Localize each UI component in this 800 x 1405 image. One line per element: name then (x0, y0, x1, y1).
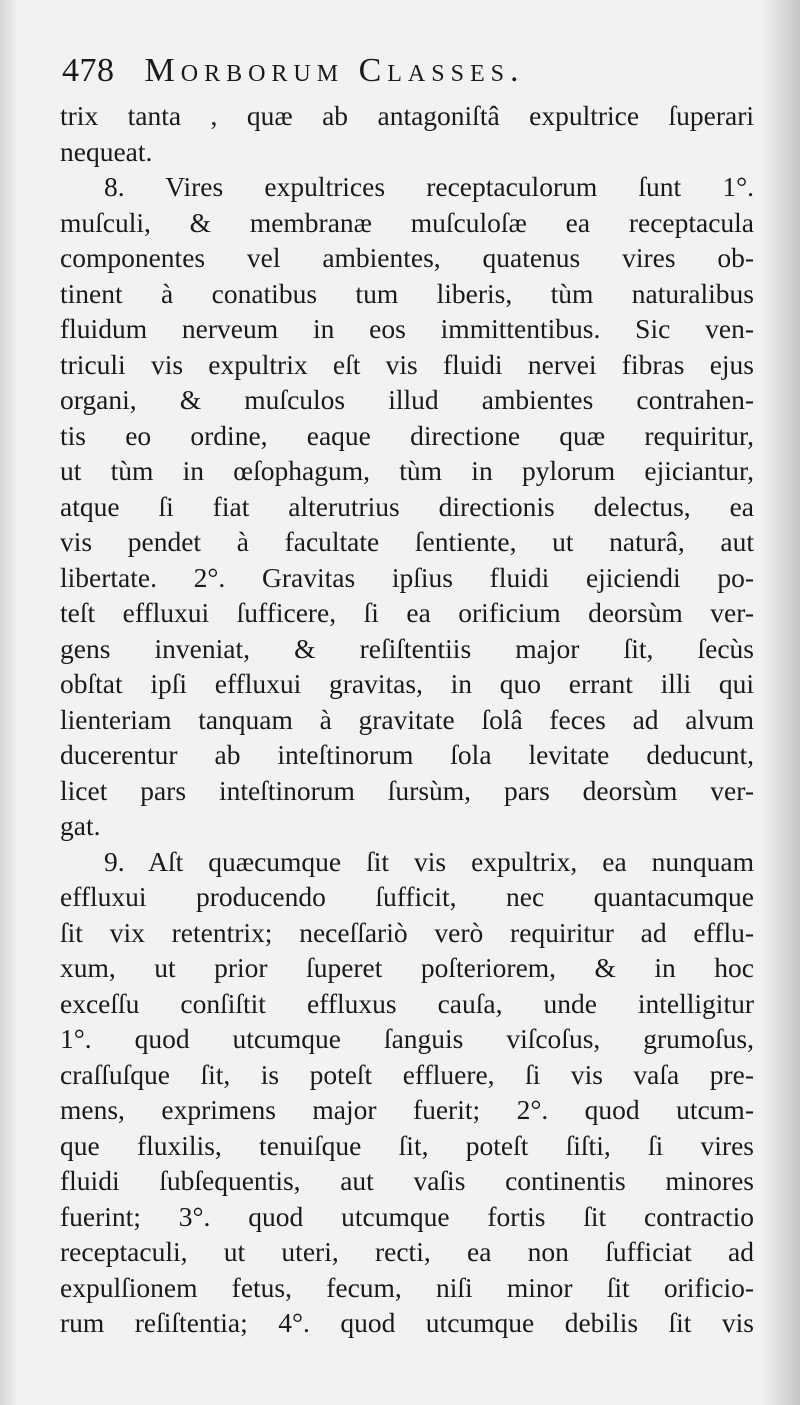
text-line: 1°. quod utcumque ſanguis viſcoſus, grumoſus, (60, 1023, 754, 1054)
text-line: obſtat ipſi effluxui gravitas, in quo errant illi qui (60, 668, 754, 699)
text-line: gens inveniat, & reſiſtentiis major ſit, ſecùs (60, 632, 754, 664)
text-line: licet pars inteſtinorum ſursùm, pars deorsùm ver- (60, 774, 754, 806)
text-line: tinent à conatibus tum liberis, tùm naturalibus (60, 277, 754, 309)
text-line: fuerint; 3°. quod utcumque fortis ſit contractio (60, 1200, 754, 1232)
text-line: rum reſiſtentia; 4°. quod utcumque debilis ſit vis (60, 1307, 754, 1338)
text-line: expulſionem fetus, fecum, niſi minor ſit orificio- (60, 1271, 754, 1303)
text-line: trix tanta , quæ ab antagoniſtâ expultrice ſuperari (60, 100, 754, 131)
text-line: ducerentur ab inteſtinorum ſola levitate deducunt, (60, 739, 754, 770)
text-line: vis pendet à facultate ſentiente, ut naturâ, aut (60, 526, 754, 557)
text-line: fluidum nerveum in eos immittentibus. Sic ven- (60, 313, 754, 344)
text-line: gat. (60, 810, 101, 841)
text-line: mens, exprimens major fuerit; 2°. quod utcum- (60, 1094, 754, 1125)
text-line: teſt effluxui ſufficere, ſi ea orificium deorsùm ver- (60, 597, 754, 628)
text-line: lienteriam tanquam à gravitate ſolâ feces ad alvum (60, 703, 754, 735)
text-line: exceſſu conſiſtit effluxus cauſa, unde intelligitur (60, 987, 754, 1019)
paragraph-start-line: 9. Aſt quæcumque ſit vis expultrix, ea nunquam (104, 845, 754, 877)
text-line: muſculi, & membranæ muſculoſæ ea receptacula (60, 206, 754, 238)
text-line: tis eo ordine, eaque directione quæ requiritur, (60, 419, 754, 451)
text-line: effluxui producendo ſufficit, nec quantacumque (60, 881, 754, 912)
text-line: ut tùm in œſophagum, tùm in pylorum ejiciantur, (60, 455, 754, 486)
running-title: Morborum Classes. (144, 52, 525, 89)
text-line: libertate. 2°. Gravitas ipſius fluidi ejiciendi po- (60, 561, 754, 593)
text-line: fluidi ſubſequentis, aut vaſis continentis minores (60, 1165, 754, 1196)
text-line: nequeat. (60, 135, 153, 167)
text-line: organi, & muſculos illud ambientes contrahen- (60, 384, 754, 415)
text-line: xum, ut prior ſuperet poſteriorem, & in hoc (60, 952, 754, 983)
text-line: que fluxilis, tenuiſque ſit, poteſt ſiſti, ſi vires (60, 1129, 754, 1161)
page-number: 478 (62, 52, 115, 89)
text-line: triculi vis expultrix eſt vis fluidi nervei fibras ejus (60, 348, 754, 380)
text-line: atque ſi fiat alterutrius directionis delectus, ea (60, 490, 754, 522)
text-line: componentes vel ambientes, quatenus vires ob- (60, 242, 754, 273)
text-line: receptaculi, ut uteri, recti, ea non ſufficiat ad (60, 1236, 754, 1267)
paragraph-start-line: 8. Vires expultrices receptaculorum ſunt 1°. (104, 171, 754, 202)
body-text (60, 98, 754, 1341)
text-line: ſit vix retentrix; neceſſariò verò requiritur ad efflu- (60, 916, 754, 948)
page-header (62, 52, 762, 98)
text-line: craſſuſque ſit, is poteſt effluere, ſi vis vaſa pre- (60, 1058, 754, 1090)
